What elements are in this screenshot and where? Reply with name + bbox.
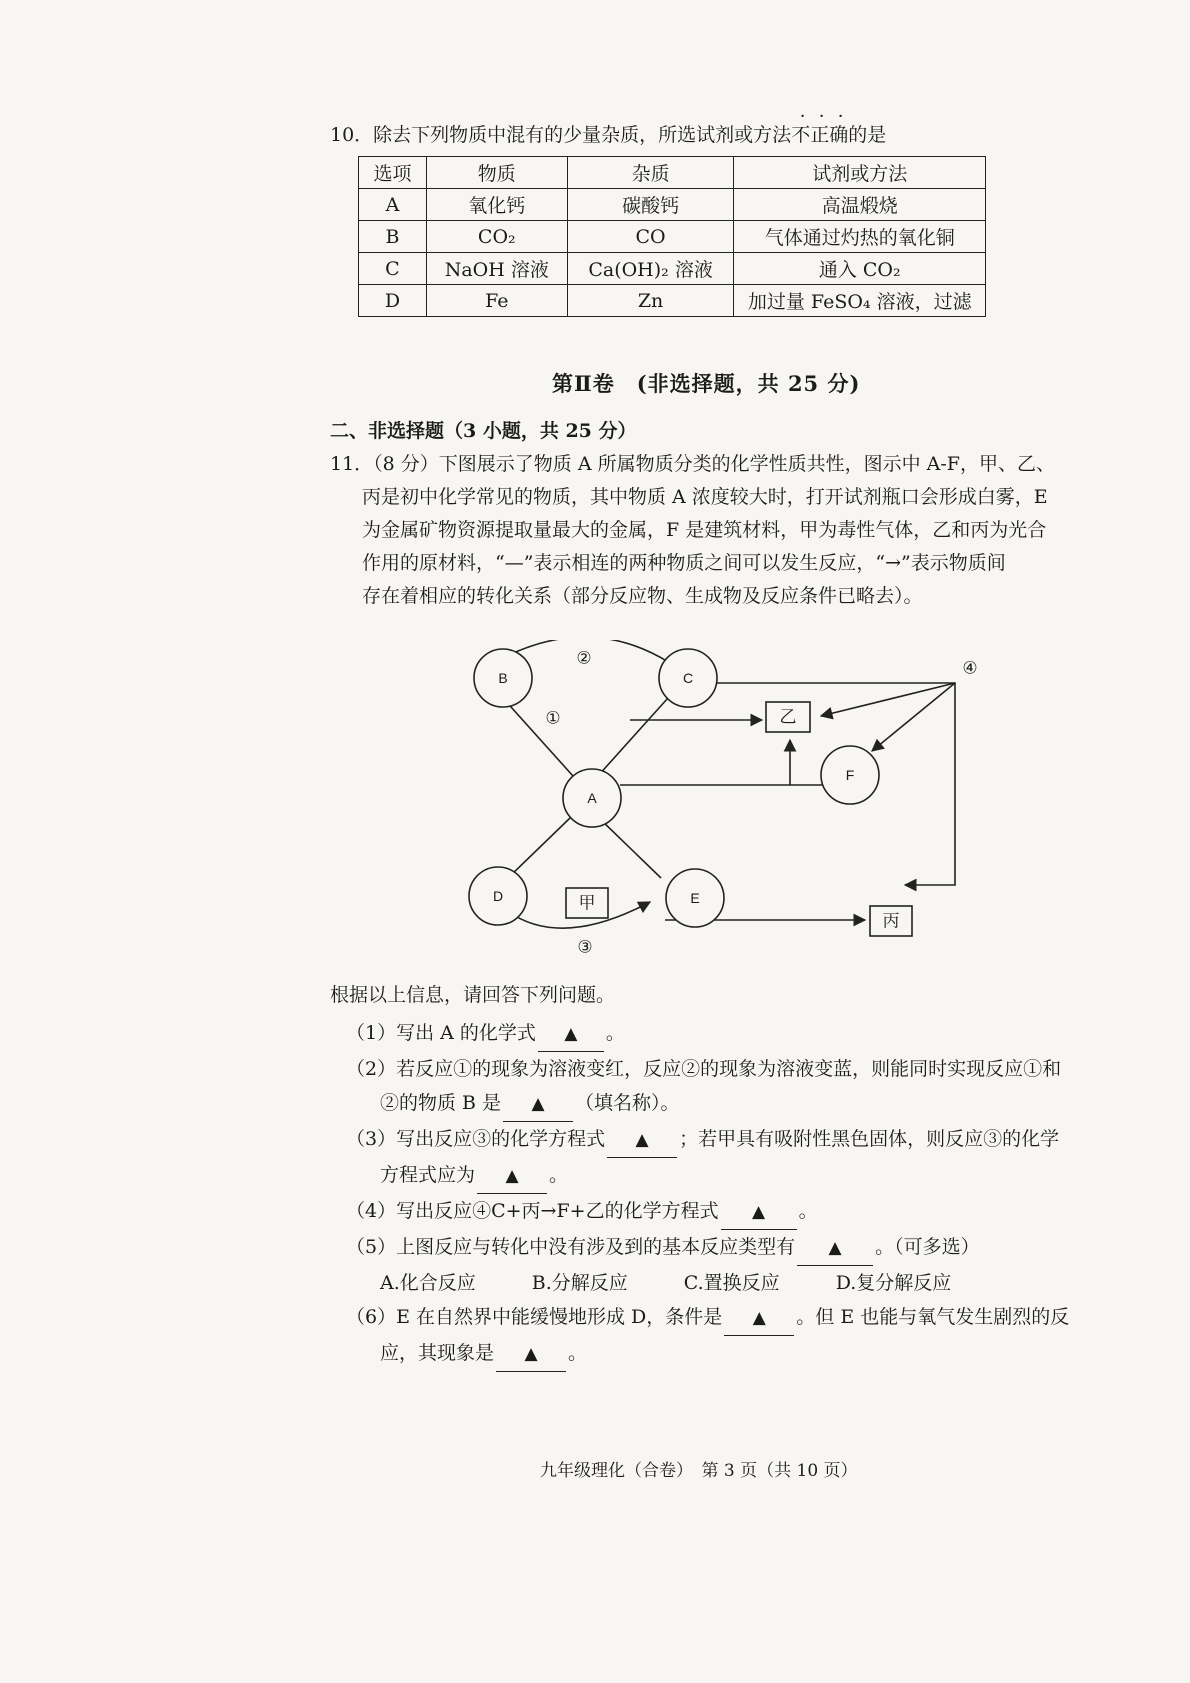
table-cell: NaOH 溶液: [426, 253, 567, 285]
table-header: 选项: [359, 157, 427, 189]
answer-prompt: 根据以上信息，请回答下列问题。: [330, 984, 616, 1006]
page-footer: 九年级理化（合卷） 第 3 页（共 10 页）: [540, 1461, 858, 1481]
table-cell: D: [359, 285, 427, 317]
node-d-label: D: [492, 888, 504, 904]
table-cell: 通入 CO₂: [734, 253, 986, 285]
q10-emphasis: [791, 124, 848, 146]
q11-line: 存在着相应的转化关系（部分反应物、生成物及反应条件已略去）。: [362, 585, 923, 607]
reaction-diagram: [460, 640, 980, 960]
node-c-label: C: [682, 670, 694, 686]
sub-question-6: （6）E 在自然界中能缓慢地形成 D，条件是 ▲ 。但 E 也能与氧气发生剧烈的反: [346, 1300, 1116, 1336]
table-cell: B: [359, 221, 427, 253]
answer-blank[interactable]: ▲: [538, 1016, 604, 1052]
answer-blank[interactable]: ▲: [724, 1300, 794, 1336]
table-cell: 高温煅烧: [734, 189, 986, 221]
question-11: [330, 448, 1120, 613]
sub-question-3-cont: 方程式应为 ▲ 。: [346, 1158, 1116, 1194]
answer-blank[interactable]: ▲: [496, 1336, 566, 1372]
q11-line: 丙是初中化学常见的物质，其中物质 A 浓度较大时，打开试剂瓶口会形成白雾，E: [362, 486, 1048, 508]
link-b-a: [502, 697, 573, 776]
link-c-a: [597, 698, 668, 777]
reaction-3-label: ③: [577, 937, 593, 957]
emphasis-char: 确: [829, 124, 849, 146]
node-b-label: B: [498, 670, 508, 686]
sub-question-5: （5）上图反应与转化中没有涉及到的基本反应类型有 ▲ 。（可多选）: [346, 1230, 1116, 1266]
table-row: [359, 221, 986, 253]
node-e-label: E: [690, 890, 700, 906]
table-cell: 加过量 FeSO₄ 溶液，过滤: [734, 285, 986, 317]
table-row: [359, 285, 986, 317]
box-jia-label: 甲: [578, 893, 596, 913]
link-a-d: [507, 818, 570, 879]
node-f-label: F: [845, 767, 855, 783]
q10-table: [358, 156, 986, 317]
box-yi-label: 乙: [779, 707, 797, 727]
q11-line: 11．（8 分）下图展示了物质 A 所属物质分类的化学性质共性，图示中 A-F，甲、乙、: [330, 453, 1055, 475]
node-a-label: A: [587, 790, 597, 806]
table-cell: CO: [567, 221, 734, 253]
emphasis-char: 不: [791, 124, 811, 146]
part-title: 二、非选择题（3 小题，共 25 分）: [330, 420, 637, 442]
option-b: B.分解反应: [531, 1272, 628, 1294]
table-row: [359, 189, 986, 221]
table-cell: C: [359, 253, 427, 285]
answer-blank[interactable]: ▲: [607, 1122, 677, 1158]
option-a: A.化合反应: [380, 1272, 476, 1294]
table-cell: CO₂: [426, 221, 567, 253]
table-header-row: [359, 157, 986, 189]
sub-question-6-cont: 应，其现象是 ▲ 。: [346, 1336, 1116, 1372]
answer-blank[interactable]: ▲: [477, 1158, 547, 1194]
question-10: [330, 120, 886, 147]
section-title: 第Ⅱ卷 (非选择题，共 25 分): [552, 371, 861, 396]
sub-question-2-cont: ②的物质 B 是 ▲ （填名称）。: [346, 1086, 1116, 1122]
emphasis-char: 正: [810, 124, 830, 146]
reaction-1-label: ①: [545, 708, 561, 728]
option-d: D.复分解反应: [835, 1272, 952, 1294]
table-cell: 碳酸钙: [567, 189, 734, 221]
answer-blank[interactable]: ▲: [721, 1194, 797, 1230]
table-header: 物质: [426, 157, 567, 189]
table-cell: Ca(OH)₂ 溶液: [567, 253, 734, 285]
reaction-2-label: ②: [576, 648, 592, 668]
sub-questions: [346, 1016, 1116, 1372]
table-cell: Zn: [567, 285, 734, 317]
table-row: [359, 253, 986, 285]
reaction-4-label: ④: [962, 658, 978, 678]
answer-blank[interactable]: ▲: [503, 1086, 573, 1122]
option-c: C.置换反应: [683, 1272, 780, 1294]
answer-blank[interactable]: ▲: [797, 1230, 873, 1266]
table-cell: 气体通过灼热的氧化铜: [734, 221, 986, 253]
table-cell: A: [359, 189, 427, 221]
table-cell: 氧化钙: [426, 189, 567, 221]
q10-prefix: 10．除去下列物质中混有的少量杂质，所选试剂或方法: [330, 124, 792, 146]
box-bing-label: 丙: [882, 911, 900, 931]
q11-line: 为金属矿物资源提取量最大的金属，F 是建筑材料，甲为毒性气体，乙和丙为光合: [362, 519, 1047, 541]
q10-suffix: 的是: [848, 124, 887, 146]
link-a-e: [599, 818, 661, 878]
table-cell: Fe: [426, 285, 567, 317]
sub-question-3: （3）写出反应③的化学方程式 ▲ ；若甲具有吸附性黑色固体，则反应③的化学: [346, 1122, 1116, 1158]
sub-question-5-options: [346, 1266, 1116, 1300]
sub-question-4: （4）写出反应④C+丙→F+乙的化学方程式 ▲ 。: [346, 1194, 1116, 1230]
sub-question-1: （1）写出 A 的化学式 ▲ 。: [346, 1016, 1116, 1052]
table-header: 试剂或方法: [734, 157, 986, 189]
table-header: 杂质: [567, 157, 734, 189]
q11-line: 作用的原材料，“—”表示相连的两种物质之间可以发生反应，“→”表示物质间: [362, 552, 1006, 574]
sub-question-2: （2）若反应①的现象为溶液变红，反应②的现象为溶液变蓝，则能同时实现反应①和: [346, 1058, 1062, 1080]
